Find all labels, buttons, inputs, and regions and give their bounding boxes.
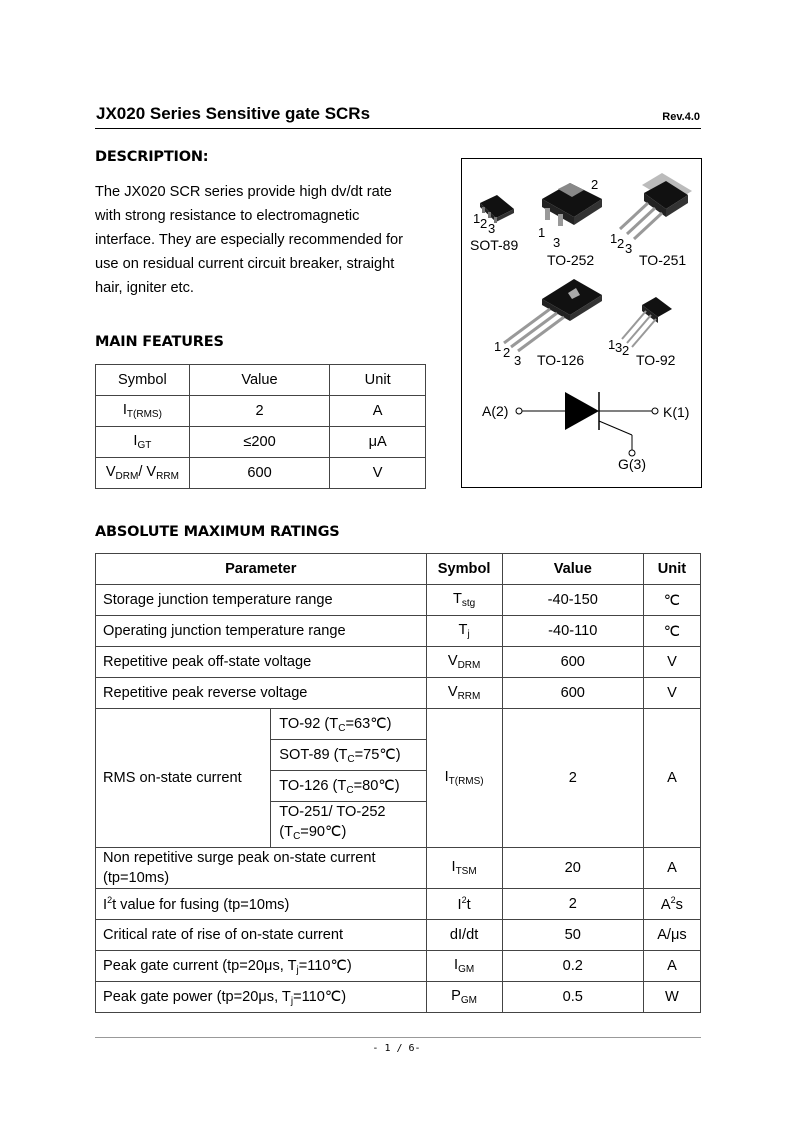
unit-superscript: 2 <box>670 895 676 905</box>
unit-cell: ℃ <box>643 616 700 647</box>
package-condition-cell <box>271 709 426 740</box>
symbol-superscript: 2 <box>461 895 467 905</box>
symbol-text: V <box>447 684 458 700</box>
description-line: with strong resistance to electromagnetic <box>95 208 360 224</box>
symbol-cell <box>426 616 502 647</box>
pin-2-label: 2 <box>591 177 599 192</box>
header-cell: Symbol <box>96 365 190 396</box>
unit-cell: A <box>643 951 700 982</box>
sot89-label: SOT-89 <box>470 237 519 253</box>
symbol-cell <box>426 982 502 1013</box>
parameter-cell: Repetitive peak reverse voltage <box>96 678 427 709</box>
package-diagram-box <box>461 158 702 488</box>
symbol-text: t <box>466 897 471 913</box>
parameter-cell <box>96 889 427 920</box>
symbol-subscript: T(RMS) <box>448 776 484 787</box>
symbol-cell <box>96 396 190 427</box>
unit-text: s <box>675 897 683 913</box>
condition-text: =90℃) <box>300 824 347 840</box>
symbol-text: I <box>457 897 462 913</box>
condition-text: TO-126 (T <box>279 777 347 794</box>
unit-cell: V <box>643 678 700 709</box>
parameter-text: Non repetitive surge peak on-state current <box>103 850 376 866</box>
condition-text: (T <box>279 824 294 840</box>
parameter-cell: Repetitive peak off-state voltage <box>96 647 427 678</box>
pin-3-label: 3 <box>553 235 561 250</box>
value-cell: 600 <box>502 678 643 709</box>
header-cell: Parameter <box>96 554 427 585</box>
to252-label: TO-252 <box>547 252 595 268</box>
header-rule <box>95 128 701 129</box>
ratings-table <box>95 553 701 1013</box>
parameter-text: =110℃) <box>293 988 347 1005</box>
header-cell: Value <box>189 365 330 396</box>
table-row <box>96 616 701 647</box>
condition-text: =80℃) <box>353 777 400 794</box>
symbol-cell <box>96 458 190 489</box>
symbol-text: T <box>458 622 468 638</box>
table-row <box>96 365 426 396</box>
symbol-subscript: DRM <box>115 471 139 482</box>
value-cell: 2 <box>189 396 330 427</box>
to92-package-image <box>622 297 672 347</box>
symbol-text: V <box>447 653 458 669</box>
anode-label: A(2) <box>482 403 509 419</box>
description-line: use on residual current circuit breaker, straight <box>95 256 395 272</box>
cathode-label: K(1) <box>663 404 690 420</box>
condition-subscript: C <box>346 784 354 796</box>
value-cell: -40-150 <box>502 585 643 616</box>
value-cell: -40-110 <box>502 616 643 647</box>
symbol-cell <box>426 848 502 889</box>
unit-cell: V <box>330 458 426 489</box>
value-cell: 600 <box>189 458 330 489</box>
package-condition-cell <box>271 740 426 771</box>
symbol-subscript: GM <box>458 964 475 975</box>
value-cell: 0.2 <box>502 951 643 982</box>
table-row <box>96 554 701 585</box>
symbol-subscript: DRM <box>457 660 481 671</box>
symbol-cell <box>426 585 502 616</box>
symbol-subscript: T(RMS) <box>126 409 162 420</box>
value-cell: 0.5 <box>502 982 643 1013</box>
parameter-text: t value for fusing (tp=10ms) <box>112 897 290 913</box>
unit-cell: μA <box>330 427 426 458</box>
condition-text: TO-251/ TO-252 <box>279 804 386 820</box>
symbol-text: I <box>451 859 456 875</box>
header-cell: Unit <box>330 365 426 396</box>
symbol-subscript: RRM <box>156 471 179 482</box>
parameter-text: =110℃) <box>298 957 352 974</box>
unit-cell: W <box>643 982 700 1013</box>
pin-3-label: 3 <box>625 241 633 256</box>
description-heading: DESCRIPTION: <box>95 149 209 165</box>
symbol-cell: dI/dt <box>426 920 502 951</box>
header-cell: Unit <box>643 554 700 585</box>
parameter-subscript: j <box>290 995 294 1007</box>
table-row <box>96 982 701 1013</box>
table-row <box>96 458 426 489</box>
parameter-cell <box>96 848 427 889</box>
unit-cell: A <box>643 848 700 889</box>
description-line: The JX020 SCR series provide high dv/dt rate <box>95 184 392 200</box>
parameter-cell <box>96 951 427 982</box>
unit-cell: ℃ <box>643 585 700 616</box>
parameter-cell: Storage junction temperature range <box>96 585 427 616</box>
to92-label: TO-92 <box>636 352 676 368</box>
description-text <box>95 180 445 300</box>
parameter-cell <box>96 982 427 1013</box>
page-number: - 1 / 6- <box>372 1043 421 1054</box>
parameter-text: (tp=10ms) <box>103 870 170 886</box>
symbol-text: V <box>105 464 116 480</box>
pin-1-label: 1 <box>608 337 616 352</box>
to126-package-image <box>504 279 602 351</box>
package-diagram <box>462 159 701 487</box>
unit-cell <box>643 889 700 920</box>
parameter-text: I <box>103 897 108 913</box>
scr-symbol <box>516 392 658 456</box>
pin-2-label: 2 <box>622 343 630 358</box>
ratings-heading: ABSOLUTE MAXIMUM RATINGS <box>95 524 340 540</box>
value-cell: 600 <box>502 647 643 678</box>
value-cell: ≤200 <box>189 427 330 458</box>
table-row <box>96 396 426 427</box>
symbol-subscript: stg <box>461 598 476 609</box>
unit-cell: A <box>330 396 426 427</box>
symbol-cell <box>426 678 502 709</box>
pin-3-label: 3 <box>615 340 623 355</box>
features-heading: MAIN FEATURES <box>95 334 224 350</box>
features-table <box>95 364 426 489</box>
value-cell: 20 <box>502 848 643 889</box>
table-row <box>96 951 701 982</box>
symbol-subscript: j <box>467 629 470 640</box>
symbol-subscript: RRM <box>457 691 481 702</box>
symbol-text: T <box>452 591 462 607</box>
pin-2-label: 2 <box>480 216 488 231</box>
table-row <box>96 427 426 458</box>
parameter-subscript: j <box>296 964 299 976</box>
symbol-text: I <box>122 402 127 418</box>
table-row <box>96 678 701 709</box>
pin-1-label: 1 <box>473 211 481 226</box>
pin-2-label: 2 <box>503 345 511 360</box>
symbol-subscript: TSM <box>455 866 477 877</box>
condition-text: =75℃) <box>354 746 401 763</box>
symbol-text: I <box>133 433 138 449</box>
package-condition-cell <box>271 771 426 802</box>
table-row <box>96 585 701 616</box>
condition-subscript: C <box>338 722 346 734</box>
symbol-cell <box>426 709 502 848</box>
to126-label: TO-126 <box>537 352 585 368</box>
value-cell: 2 <box>502 889 643 920</box>
pin-3-label: 3 <box>514 353 522 368</box>
symbol-cell <box>96 427 190 458</box>
unit-cell: A <box>643 709 700 848</box>
pin-2-label: 2 <box>617 236 625 251</box>
condition-line <box>279 822 425 847</box>
unit-text: A <box>660 897 671 913</box>
unit-cell: V <box>643 647 700 678</box>
revision-label: Rev.4.0 <box>662 111 700 123</box>
parameter-cell: Critical rate of rise of on-state current <box>96 920 427 951</box>
table-row <box>96 647 701 678</box>
header-cell: Symbol <box>426 554 502 585</box>
value-cell: 2 <box>502 709 643 848</box>
symbol-text: / V <box>138 464 157 480</box>
parameter-cell: RMS on-state current <box>96 709 271 848</box>
value-cell: 50 <box>502 920 643 951</box>
symbol-cell <box>426 889 502 920</box>
symbol-text: I <box>454 957 459 973</box>
footer-rule <box>95 1037 701 1038</box>
table-row <box>96 920 701 951</box>
table-row <box>96 848 701 889</box>
condition-subscript: C <box>293 831 301 842</box>
package-condition-cell <box>271 802 426 848</box>
parameter-text: Peak gate power (tp=20μs, T <box>103 988 291 1005</box>
table-row <box>96 889 701 920</box>
pin-1-label: 1 <box>538 225 546 240</box>
pin-1-label: 1 <box>494 339 502 354</box>
condition-text: =63℃) <box>345 715 392 732</box>
to251-package-image <box>620 173 692 239</box>
symbol-subscript: GT <box>137 440 152 451</box>
parameter-superscript: 2 <box>107 895 113 905</box>
symbol-text: I <box>444 769 449 785</box>
condition-subscript: C <box>347 753 355 765</box>
condition-text: SOT-89 (T <box>279 746 348 763</box>
document-title: JX020 Series Sensitive gate SCRs <box>96 104 371 123</box>
pin-3-label: 3 <box>488 221 496 236</box>
table-row <box>96 709 701 740</box>
to251-label: TO-251 <box>639 252 687 268</box>
symbol-cell <box>426 647 502 678</box>
symbol-cell <box>426 951 502 982</box>
parameter-cell: Operating junction temperature range <box>96 616 427 647</box>
header-cell: Value <box>502 554 643 585</box>
unit-cell: A/μs <box>643 920 700 951</box>
parameter-text: Peak gate current (tp=20μs, T <box>103 957 297 974</box>
pin-1-label: 1 <box>610 231 618 246</box>
symbol-text: P <box>451 988 461 1004</box>
description-line: hair, igniter etc. <box>95 280 194 296</box>
gate-label: G(3) <box>618 456 646 472</box>
symbol-subscript: GM <box>460 995 478 1006</box>
description-line: interface. They are especially recommended for <box>95 232 403 248</box>
condition-text: TO-92 (T <box>279 715 339 732</box>
